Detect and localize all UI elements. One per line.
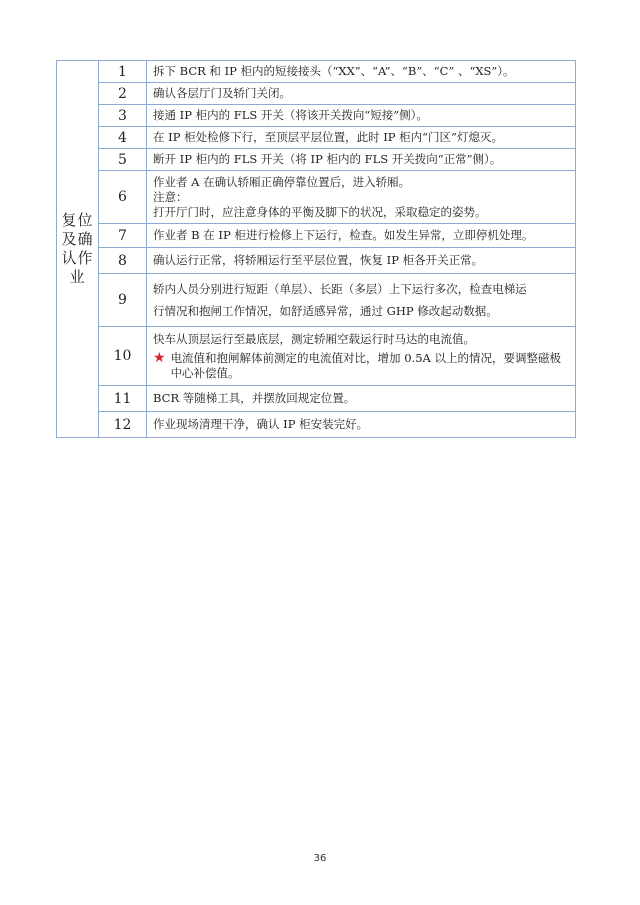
table-row [57, 386, 576, 412]
step-content [147, 149, 576, 171]
note-text: 打开厅门时，应注意身体的平衡及脚下的状况，采取稳定的姿势。 [153, 204, 487, 219]
step-text: BCR 等随梯工具，并摆放回规定位置。 [153, 391, 356, 405]
step-number: 6 [99, 171, 147, 224]
step-text: 作业现场清理干净，确认 IP 柜安装完好。 [153, 417, 369, 431]
step-text: 拆下 BCR 和 IP 柜内的短接接头（“XX”、“A”、“B”、“C” 、“XS”）。 [153, 64, 515, 78]
step-content [147, 83, 576, 105]
category-cell: 复位及确认作业 [57, 61, 99, 438]
step-content [147, 171, 576, 224]
step-number: 1 [99, 61, 147, 83]
step-content [147, 224, 576, 248]
step-text: 接通 IP 柜内的 FLS 开关（将该开关拨向“短接”侧）。 [153, 108, 428, 122]
step-content [147, 105, 576, 127]
step-text: 断开 IP 柜内的 FLS 开关（将 IP 柜内的 FLS 开关拨向“正常”侧）。 [153, 152, 502, 166]
step-text: 确认运行正常，将轿厢运行至平层位置，恢复 IP 柜各开关正常。 [153, 253, 484, 267]
procedure-table [56, 60, 576, 438]
step-number: 11 [99, 386, 147, 412]
step-text: 在 IP 柜处检修下行，至顶层平层位置，此时 IP 柜内“门区”灯熄灭。 [153, 130, 503, 144]
step-text: 确认各层厅门及轿门关闭。 [153, 86, 291, 100]
step-number: 10 [99, 327, 147, 386]
step-number: 3 [99, 105, 147, 127]
table-row [57, 171, 576, 224]
step-text: 轿内人员分别进行短距（单层）、长距（多层）上下运行多次，检查电梯运 [153, 282, 527, 296]
table-row [57, 105, 576, 127]
table-row [57, 224, 576, 248]
step-text: 作业者 A 在确认轿厢正确停靠位置后，进入轿厢。 [153, 174, 411, 189]
step-text: 行情况和抱闸工作情况，如舒适感异常，通过 GHP 修改起动数据。 [153, 304, 498, 318]
step-content [147, 327, 576, 386]
step-number: 8 [99, 248, 147, 274]
table-row [57, 327, 576, 386]
star-icon: ★ [153, 349, 166, 366]
step-content [147, 127, 576, 149]
table-row [57, 83, 576, 105]
table-row [57, 274, 576, 327]
step-content [147, 412, 576, 438]
step-content [147, 248, 576, 274]
step-content [147, 386, 576, 412]
table-row [57, 61, 576, 83]
step-number: 2 [99, 83, 147, 105]
page-number: 36 [313, 853, 327, 864]
table-row [57, 127, 576, 149]
step-content [147, 61, 576, 83]
note-heading: 注意： [153, 189, 188, 204]
step-text: 快车从顶层运行至最底层，测定轿厢空载运行时马达的电流值。 [153, 331, 475, 346]
step-number: 5 [99, 149, 147, 171]
step-number: 7 [99, 224, 147, 248]
warning-text: 电流值和抱闸解体前测定的电流值对比，增加 0.5A 以上的情况，要调整磁极中心补偿值。 [170, 350, 561, 380]
step-text: 作业者 B 在 IP 柜进行检修上下运行，检查。如发生异常，立即停机处理。 [153, 228, 534, 242]
step-number: 9 [99, 274, 147, 327]
table-row [57, 149, 576, 171]
table-row [57, 412, 576, 438]
step-number: 12 [99, 412, 147, 438]
step-content [147, 274, 576, 327]
table-row [57, 248, 576, 274]
warning-note [153, 351, 569, 381]
step-number: 4 [99, 127, 147, 149]
